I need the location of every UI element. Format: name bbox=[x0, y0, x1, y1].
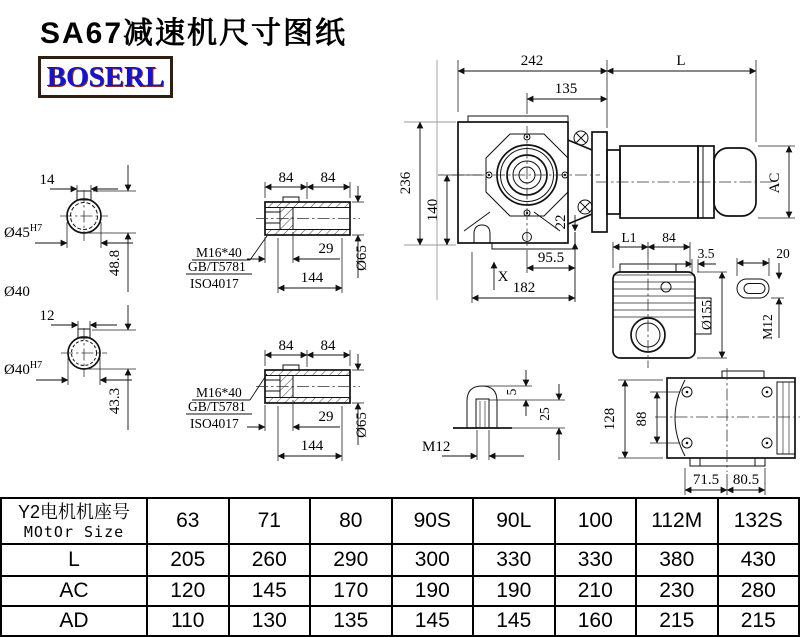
dim-88: 88 bbox=[634, 411, 650, 427]
dim-od40: Ø40 bbox=[4, 284, 30, 300]
col-header: 100 bbox=[555, 498, 637, 544]
table-cell: 290 bbox=[310, 544, 392, 576]
dim-43.3: 43.3 bbox=[107, 387, 123, 415]
table-cell: 145 bbox=[473, 606, 555, 636]
col-header: 90S bbox=[392, 498, 474, 544]
view-plug-detail bbox=[422, 370, 565, 460]
table-cell: 110 bbox=[147, 606, 229, 636]
table-cell: 330 bbox=[555, 544, 637, 576]
table-cell: 145 bbox=[229, 576, 311, 606]
dim-182: 182 bbox=[512, 280, 536, 296]
dim-135: 135 bbox=[554, 81, 578, 97]
dim-84c: 84 bbox=[278, 338, 294, 354]
col-header: 112M bbox=[636, 498, 718, 544]
dim-22: 22 bbox=[553, 214, 569, 230]
table-cell: 260 bbox=[229, 544, 311, 576]
dim-14: 14 bbox=[39, 172, 55, 188]
view-shaft-upper bbox=[186, 170, 370, 293]
view-side bbox=[613, 230, 790, 368]
table-row-AC bbox=[1, 576, 799, 606]
dim-242: 242 bbox=[520, 53, 544, 69]
col-header: 63 bbox=[147, 498, 229, 544]
col-header: 132S bbox=[718, 498, 800, 544]
callout-std1-a: GB/T5781 bbox=[188, 259, 246, 274]
callout-thread-a: M16*40 bbox=[196, 245, 242, 260]
dim-80.5: 80.5 bbox=[732, 472, 760, 488]
dim-128: 128 bbox=[602, 407, 618, 431]
dim-65b: Ø65 bbox=[354, 412, 370, 438]
dim-29a: 29 bbox=[318, 241, 334, 257]
table-cell: 135 bbox=[310, 606, 392, 636]
table-row-L bbox=[1, 544, 799, 576]
row-label: AD bbox=[1, 606, 147, 636]
col-header: 90L bbox=[473, 498, 555, 544]
col-header: 71 bbox=[229, 498, 311, 544]
dim-m12-side: M12 bbox=[760, 314, 775, 340]
callout-std2-a: ISO4017 bbox=[190, 276, 239, 291]
table-row-AD bbox=[1, 606, 799, 636]
dim-L1: L1 bbox=[621, 230, 637, 245]
dim-25: 25 bbox=[537, 407, 552, 421]
table-cell: 145 bbox=[392, 606, 474, 636]
callout-std1-b: GB/T5781 bbox=[188, 399, 246, 414]
col-header: 80 bbox=[310, 498, 392, 544]
dim-3.5: 3.5 bbox=[697, 246, 715, 261]
callout-std2-b: ISO4017 bbox=[190, 416, 239, 431]
table-cell: 380 bbox=[636, 544, 718, 576]
dim-155: Ø155 bbox=[699, 300, 714, 330]
table-cell: 210 bbox=[555, 576, 637, 606]
dim-144b: 144 bbox=[300, 438, 324, 454]
view-rear bbox=[602, 368, 800, 495]
view-main bbox=[398, 53, 795, 303]
table-cell: 120 bbox=[147, 576, 229, 606]
table-cell: 330 bbox=[473, 544, 555, 576]
dim-84e: 84 bbox=[662, 230, 676, 245]
dim-84b: 84 bbox=[320, 170, 336, 186]
table-header-motor-size bbox=[1, 498, 147, 544]
table-cell: 160 bbox=[555, 606, 637, 636]
dim-12: 12 bbox=[39, 308, 55, 324]
table-cell: 230 bbox=[636, 576, 718, 606]
table-cell: 300 bbox=[392, 544, 474, 576]
callout-thread-b: M16*40 bbox=[196, 385, 242, 400]
dim-48.8: 48.8 bbox=[107, 249, 123, 277]
dim-X: X bbox=[497, 269, 509, 285]
plug-screw-icons bbox=[574, 131, 592, 214]
dim-AC: AC bbox=[767, 172, 783, 194]
dim-m12-plug: M12 bbox=[422, 439, 451, 455]
table-cell: 170 bbox=[310, 576, 392, 606]
motor-size-table bbox=[0, 497, 800, 637]
view-bore-45 bbox=[4, 165, 136, 292]
dim-dia45: $Ø45^{H7}$ bbox=[4, 223, 43, 241]
table-cell: 215 bbox=[718, 606, 800, 636]
header-en: MOtOr Size bbox=[23, 522, 125, 541]
table-cell: 190 bbox=[473, 576, 555, 606]
header-cn: Y2电机机座号 bbox=[17, 501, 131, 522]
row-label: L bbox=[1, 544, 147, 576]
table-cell: 280 bbox=[718, 576, 800, 606]
view-shaft-lower bbox=[186, 338, 370, 461]
view-bore-40 bbox=[4, 305, 136, 430]
page-title: SA67减速机尺寸图纸 bbox=[40, 17, 348, 50]
table-cell: 130 bbox=[229, 606, 311, 636]
table-cell: 215 bbox=[636, 606, 718, 636]
row-label: AC bbox=[1, 576, 147, 606]
dim-71.5: 71.5 bbox=[692, 472, 720, 488]
table-cell: 430 bbox=[718, 544, 800, 576]
table-cell: 205 bbox=[147, 544, 229, 576]
dim-5: 5 bbox=[504, 388, 519, 396]
dim-140: 140 bbox=[425, 198, 441, 222]
dim-144a: 144 bbox=[300, 270, 324, 286]
dim-84d: 84 bbox=[320, 338, 336, 354]
lifting-lug bbox=[474, 225, 490, 243]
dim-65a: Ø65 bbox=[354, 245, 370, 271]
dim-84a: 84 bbox=[278, 170, 294, 186]
dim-236: 236 bbox=[398, 171, 414, 195]
table-cell: 190 bbox=[392, 576, 474, 606]
brand-logo: BOSERL bbox=[38, 56, 173, 98]
dim-20: 20 bbox=[776, 246, 790, 261]
dim-95.5: 95.5 bbox=[537, 250, 565, 266]
dim-29b: 29 bbox=[318, 409, 334, 425]
dim-dia40: $Ø40^{H7}$ bbox=[4, 360, 43, 378]
dim-L: L bbox=[676, 53, 686, 69]
